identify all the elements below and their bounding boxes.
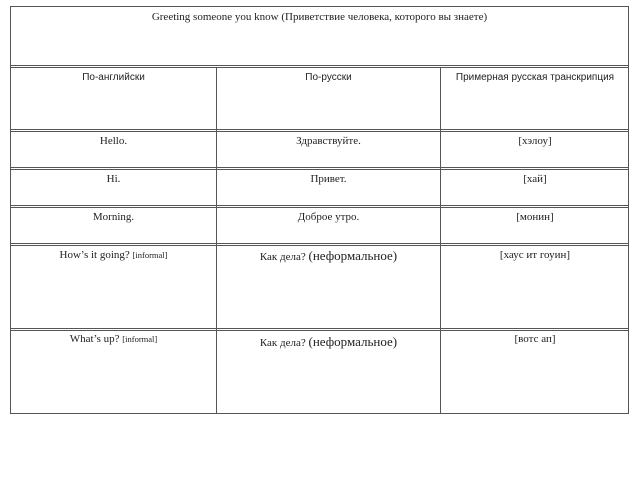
russian-text: Как дела? xyxy=(259,251,306,263)
transcription: [вотс ап] xyxy=(514,333,556,345)
row-divider xyxy=(11,328,628,331)
russian-phrase: Привет. xyxy=(310,173,347,185)
header-divider xyxy=(11,129,628,132)
russian-phrase xyxy=(217,335,440,350)
row-divider xyxy=(11,243,628,246)
informal-note: [informal] xyxy=(132,250,168,260)
transcription: [хэлоу] xyxy=(518,135,552,147)
row-divider xyxy=(11,167,628,170)
header-english: По-английски xyxy=(82,72,145,83)
transcription: [хай] xyxy=(523,173,547,185)
english-phrase: Hello. xyxy=(99,135,128,147)
english-text: How’s it going? xyxy=(59,249,130,261)
transcription: [хаус ит гоуин] xyxy=(499,249,571,261)
header-russian: По-русски xyxy=(305,72,352,83)
informal-note: [informal] xyxy=(122,334,158,344)
header-transcription: Примерная русская транскрипция xyxy=(455,72,615,83)
column-divider xyxy=(216,67,217,414)
russian-text: Как дела? xyxy=(259,337,306,349)
english-phrase xyxy=(11,333,216,346)
russian-phrase xyxy=(217,249,440,264)
transcription: [монин] xyxy=(516,211,554,223)
english-phrase: Hi. xyxy=(106,173,121,185)
english-phrase xyxy=(11,249,216,262)
russian-phrase: Здравствуйте. xyxy=(296,135,361,147)
informal-note: (неформальное) xyxy=(308,334,398,349)
title-divider xyxy=(11,65,628,68)
page-title: Greeting someone you know (Приветствие человека, которого вы знаете) xyxy=(151,11,488,23)
row-divider xyxy=(11,205,628,208)
russian-phrase: Доброе утро. xyxy=(297,211,360,223)
english-phrase: Morning. xyxy=(92,211,135,223)
column-divider xyxy=(440,67,441,414)
informal-note: (неформальное) xyxy=(308,248,398,263)
english-text: What’s up? xyxy=(69,333,120,345)
greetings-table xyxy=(10,6,629,414)
